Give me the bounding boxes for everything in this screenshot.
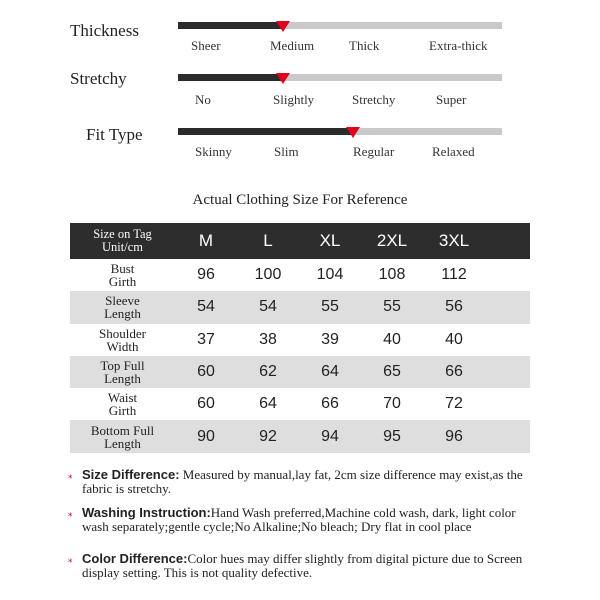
table-cell: 72: [445, 395, 463, 413]
size-header-m: M: [198, 231, 214, 250]
size-header-2xl: 2XL: [376, 231, 408, 250]
table-cell: 55: [383, 298, 401, 316]
stretchy-option-slightly: Slightly: [273, 92, 315, 107]
table-cell: 96: [445, 427, 463, 445]
table-row-waist-girth: [70, 388, 530, 420]
table-row-sleeve-length: [70, 291, 530, 323]
fit-type-label: Fit Type: [86, 125, 143, 144]
row-label-line2: Length: [104, 371, 141, 387]
fit-type-scale: [178, 128, 502, 135]
thickness-scale: [178, 22, 502, 29]
stretchy-marker-icon: [276, 73, 290, 84]
stretchy-label: Stretchy: [70, 69, 127, 88]
thickness-option-medium: Medium: [270, 38, 315, 53]
table-row-top-full-length: [70, 356, 530, 388]
red-star-icon: *: [68, 512, 73, 522]
note-size-difference: [68, 468, 538, 496]
thickness-option-thick: Thick: [349, 38, 380, 53]
row-label-line2: Length: [104, 306, 141, 322]
row-label: [70, 359, 175, 385]
table-row-bust-girth: [70, 259, 530, 291]
note-key: Size Difference:: [82, 467, 180, 482]
size-table-header: [70, 223, 530, 259]
row-label-line1: Waist: [107, 390, 138, 406]
table-cell: 94: [321, 427, 339, 445]
table-cell: 100: [254, 266, 282, 284]
row-label-line2: Girth: [108, 403, 137, 419]
row-label: [70, 424, 175, 450]
stretchy-scale: [178, 74, 502, 81]
table-cell: 104: [316, 266, 344, 284]
stretchy-scale-fill: [178, 74, 283, 81]
table-cell: 54: [197, 298, 215, 316]
note-body: Color hues may differ slightly from digital picture due to Screen display setting. This is not quality defective.: [82, 551, 523, 580]
table-row-bottom-full-length: [70, 420, 530, 452]
table-cell: 62: [259, 363, 277, 381]
table-cell: 108: [378, 266, 406, 284]
table-cell: 54: [259, 298, 277, 316]
row-label-line1: Shoulder: [99, 325, 146, 341]
fit-type-marker-icon: [346, 127, 360, 138]
thickness-scale-fill: [178, 22, 283, 29]
table-cell: 64: [259, 395, 277, 413]
fit-option-regular: Regular: [353, 144, 395, 159]
table-cell: 37: [197, 330, 215, 348]
thickness-marker-icon: [276, 21, 290, 32]
header-label-line2: Unit/cm: [102, 240, 143, 254]
note-body: Measured by manual,lay fat, 2cm size difference may exist,as the fabric is stretchy.: [82, 467, 523, 496]
header-label-line1: Size on Tag: [93, 227, 152, 241]
note-text: [82, 468, 538, 496]
row-label-line1: Sleeve: [105, 293, 140, 309]
note-key: Color Difference:: [82, 551, 188, 566]
table-cell: 60: [197, 363, 215, 381]
row-label: [70, 327, 175, 353]
note-washing-instruction: [68, 506, 538, 534]
table-cell: 112: [441, 266, 467, 284]
note-key: Washing Instruction:: [82, 505, 211, 520]
note-body: Hand Wash preferred,Machine cold wash, dark, light color wash separately;gentle cycle;No Alkaline;No bleach; Dry flat in cool place: [82, 505, 516, 534]
table-cell: 66: [321, 395, 339, 413]
red-star-icon: *: [68, 474, 73, 484]
table-cell: 55: [321, 298, 339, 316]
size-table: [70, 223, 530, 453]
row-label-line2: Width: [106, 338, 139, 354]
row-label-line1: Bottom Full: [90, 422, 155, 438]
size-header-3xl: 3XL: [438, 231, 470, 250]
table-cell: 39: [321, 330, 339, 348]
table-cell: 95: [383, 427, 401, 445]
table-cell: 66: [445, 363, 463, 381]
table-row-shoulder-width: [70, 324, 530, 356]
row-label-line1: Bust: [110, 261, 135, 277]
note-text: [82, 552, 538, 580]
thickness-label: Thickness: [70, 21, 139, 40]
table-cell: 40: [383, 330, 401, 348]
table-cell: 60: [197, 395, 215, 413]
fit-option-skinny: Skinny: [195, 144, 232, 159]
row-label-line2: Girth: [108, 274, 137, 290]
header-label: [70, 228, 175, 254]
note-color-difference: [68, 552, 538, 580]
row-label: [70, 262, 175, 288]
stretchy-option-stretchy: Stretchy: [352, 92, 396, 107]
note-text: [82, 506, 538, 534]
row-label: [70, 391, 175, 417]
fit-option-slim: Slim: [274, 144, 299, 159]
table-cell: 96: [197, 266, 215, 284]
table-cell: 56: [445, 298, 463, 316]
stretchy-option-no: No: [195, 92, 211, 107]
table-cell: 70: [383, 395, 401, 413]
row-label-line2: Length: [104, 435, 141, 451]
table-cell: 92: [259, 427, 277, 445]
table-cell: 65: [383, 363, 401, 381]
row-label: [70, 294, 175, 320]
thickness-option-extra-thick: Extra-thick: [429, 38, 488, 53]
table-cell: 90: [197, 427, 215, 445]
size-chart-title: Actual Clothing Size For Reference: [192, 192, 408, 208]
row-label-line1: Top Full: [100, 358, 145, 374]
table-cell: 64: [321, 363, 339, 381]
size-header-l: L: [263, 231, 273, 250]
size-header-xl: XL: [319, 231, 341, 250]
thickness-option-sheer: Sheer: [191, 38, 221, 53]
table-cell: 40: [445, 330, 463, 348]
stretchy-option-super: Super: [436, 92, 467, 107]
table-cell: 38: [259, 330, 277, 348]
fit-option-relaxed: Relaxed: [432, 144, 475, 159]
red-star-icon: *: [68, 558, 73, 568]
fit-type-scale-fill: [178, 128, 353, 135]
